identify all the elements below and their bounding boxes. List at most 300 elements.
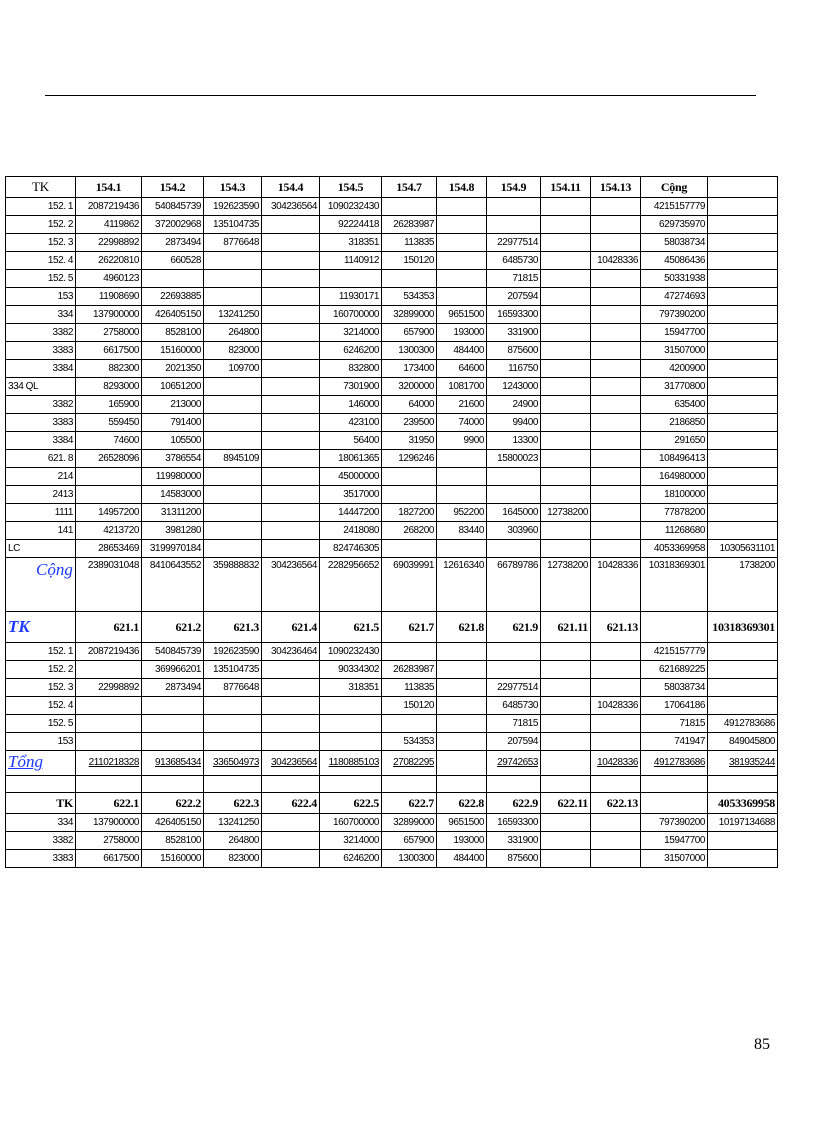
cell [204, 432, 262, 450]
cell: 13300 [487, 432, 541, 450]
cell [708, 679, 778, 697]
cell: 823000 [204, 850, 262, 868]
cell [487, 468, 541, 486]
row-label: 334 [6, 306, 76, 324]
tk-label-text: TK [8, 616, 30, 636]
cell [591, 679, 641, 697]
empty-cell [708, 776, 778, 793]
cell: 32899000 [382, 814, 437, 832]
row-label: 334 QL [6, 378, 76, 396]
cell: 832800 [320, 360, 382, 378]
cell [262, 450, 320, 468]
empty-cell [204, 776, 262, 793]
row-label: 3383 [6, 850, 76, 868]
row-label: 621. 8 [6, 450, 76, 468]
cell: 15160000 [142, 850, 204, 868]
cell [591, 198, 641, 216]
cell: 1180885103 [320, 751, 382, 776]
table-row [6, 378, 778, 396]
row-label: 152. 5 [6, 270, 76, 288]
cell: 4215157779 [641, 198, 708, 216]
cell [708, 432, 778, 450]
cell: 8776648 [204, 234, 262, 252]
row-label: 3383 [6, 342, 76, 360]
cell: 3200000 [382, 378, 437, 396]
cell: 2758000 [76, 832, 142, 850]
cell [708, 832, 778, 850]
cell [591, 234, 641, 252]
cell: 71815 [641, 715, 708, 733]
cell [641, 793, 708, 814]
cell [487, 486, 541, 504]
cell: 622.1 [76, 793, 142, 814]
table-row [6, 715, 778, 733]
cell [591, 432, 641, 450]
cell: 18100000 [641, 486, 708, 504]
cell [437, 733, 487, 751]
empty-cell [320, 776, 382, 793]
cell [382, 486, 437, 504]
cell: 2087219436 [76, 643, 142, 661]
cell [262, 288, 320, 306]
cell: 16593300 [487, 814, 541, 832]
cell: 192623590 [204, 198, 262, 216]
cell: 22693885 [142, 288, 204, 306]
cell: 13241250 [204, 306, 262, 324]
cell: 264800 [204, 832, 262, 850]
cell [541, 414, 591, 432]
cell: 621.3 [204, 612, 262, 643]
cell: 6246200 [320, 342, 382, 360]
cell [541, 198, 591, 216]
cell: 8293000 [76, 378, 142, 396]
cell: 32899000 [382, 306, 437, 324]
cell: 116750 [487, 360, 541, 378]
table-row [6, 324, 778, 342]
cell: 15160000 [142, 342, 204, 360]
cell [262, 342, 320, 360]
cell [382, 715, 437, 733]
table-row [6, 850, 778, 868]
cell [382, 540, 437, 558]
cell [487, 643, 541, 661]
cell: 6485730 [487, 697, 541, 715]
cell: 304236564 [262, 198, 320, 216]
cell [262, 216, 320, 234]
cell: 660528 [142, 252, 204, 270]
cell [708, 522, 778, 540]
cell: 22998892 [76, 679, 142, 697]
cell: 10428336 [591, 558, 641, 612]
cell [262, 540, 320, 558]
cell: 165900 [76, 396, 142, 414]
cell: 45000000 [320, 468, 382, 486]
cell [437, 270, 487, 288]
cell: 657900 [382, 324, 437, 342]
cell: 173400 [382, 360, 437, 378]
cell: 154.5 [320, 177, 382, 198]
cell [708, 360, 778, 378]
table-row [6, 360, 778, 378]
cell [204, 540, 262, 558]
cell: 823000 [204, 342, 262, 360]
cell: 4215157779 [641, 643, 708, 661]
cell: 154.13 [591, 177, 641, 198]
cell: 50331938 [641, 270, 708, 288]
cell [708, 378, 778, 396]
cell: 268200 [382, 522, 437, 540]
cell: 875600 [487, 342, 541, 360]
cell: 621.8 [437, 612, 487, 643]
cell: 45086436 [641, 252, 708, 270]
cell [262, 468, 320, 486]
cell [591, 288, 641, 306]
cell: 336504973 [204, 751, 262, 776]
cell [708, 504, 778, 522]
cell [591, 216, 641, 234]
cell: 1300300 [382, 342, 437, 360]
cell [204, 378, 262, 396]
cell: 622.13 [591, 793, 641, 814]
cell [262, 378, 320, 396]
cell [591, 661, 641, 679]
cell: 239500 [382, 414, 437, 432]
cell: 10318369301 [641, 558, 708, 612]
cell: 741947 [641, 733, 708, 751]
cell: 635400 [641, 396, 708, 414]
cell [320, 733, 382, 751]
cell [262, 850, 320, 868]
cell [204, 522, 262, 540]
cell: 154.2 [142, 177, 204, 198]
blank-row [6, 776, 778, 793]
cell: 150120 [382, 252, 437, 270]
cell: 10428336 [591, 751, 641, 776]
empty-cell [76, 776, 142, 793]
cell [382, 198, 437, 216]
cell: 426405150 [142, 306, 204, 324]
cell [541, 288, 591, 306]
cell [437, 252, 487, 270]
cell: 3981280 [142, 522, 204, 540]
cell: 534353 [382, 288, 437, 306]
cell: 10197134688 [708, 814, 778, 832]
cell [437, 450, 487, 468]
empty-cell [262, 776, 320, 793]
cell [541, 850, 591, 868]
cell: 621.2 [142, 612, 204, 643]
cell: 109700 [204, 360, 262, 378]
cell: 4912783686 [708, 715, 778, 733]
row-label: 3382 [6, 832, 76, 850]
empty-cell [6, 776, 76, 793]
cell: 3214000 [320, 832, 382, 850]
row-label: 334 [6, 814, 76, 832]
row-label: 3384 [6, 432, 76, 450]
cell: 22998892 [76, 234, 142, 252]
cell: 622.2 [142, 793, 204, 814]
cell: 621.5 [320, 612, 382, 643]
cell: 622.8 [437, 793, 487, 814]
cell [541, 733, 591, 751]
cell: 3199970184 [142, 540, 204, 558]
cell: 71815 [487, 715, 541, 733]
cell: 14583000 [142, 486, 204, 504]
cell: 791400 [142, 414, 204, 432]
cell: 99400 [487, 414, 541, 432]
cell: 10305631101 [708, 540, 778, 558]
cell: 193000 [437, 832, 487, 850]
empty-cell [541, 776, 591, 793]
cell: 359888832 [204, 558, 262, 612]
cell: 1081700 [437, 378, 487, 396]
cell [591, 270, 641, 288]
cell: 64600 [437, 360, 487, 378]
cell [591, 414, 641, 432]
cell: 8776648 [204, 679, 262, 697]
cell: 119980000 [142, 468, 204, 486]
row-label: 152. 1 [6, 643, 76, 661]
cell [708, 342, 778, 360]
cell: 875600 [487, 850, 541, 868]
cell [591, 504, 641, 522]
row-label: 152. 2 [6, 216, 76, 234]
cell [591, 324, 641, 342]
cell [541, 432, 591, 450]
cell [708, 643, 778, 661]
page-number: 85 [754, 1036, 770, 1053]
table-row [6, 814, 778, 832]
cell: 207594 [487, 733, 541, 751]
cell: 77878200 [641, 504, 708, 522]
cell [708, 270, 778, 288]
cell: 58038734 [641, 234, 708, 252]
row-label: 141 [6, 522, 76, 540]
cell: 423100 [320, 414, 382, 432]
cell: 137900000 [76, 814, 142, 832]
cell [262, 697, 320, 715]
cell [541, 234, 591, 252]
cell: 29742653 [487, 751, 541, 776]
cell [541, 450, 591, 468]
cell: 540845739 [142, 643, 204, 661]
row-label: 152. 4 [6, 252, 76, 270]
cell: 15947700 [641, 832, 708, 850]
table-row [6, 540, 778, 558]
row-label: 152. 4 [6, 697, 76, 715]
cell: 797390200 [641, 814, 708, 832]
cell: 7301900 [320, 378, 382, 396]
cell: 622.11 [541, 793, 591, 814]
cell [708, 252, 778, 270]
cell: 1645000 [487, 504, 541, 522]
cell: 11930171 [320, 288, 382, 306]
cell: 28653469 [76, 540, 142, 558]
cell [541, 751, 591, 776]
cell [262, 814, 320, 832]
cell [591, 306, 641, 324]
cell: 192623590 [204, 643, 262, 661]
tong-total-row [6, 751, 778, 776]
cell [591, 814, 641, 832]
tong-label-text: Tổng [8, 751, 43, 771]
cell: 74000 [437, 414, 487, 432]
cell: 15947700 [641, 324, 708, 342]
cell: 3214000 [320, 324, 382, 342]
table-row [6, 414, 778, 432]
cell: 2282956652 [320, 558, 382, 612]
cell [487, 661, 541, 679]
cell [76, 486, 142, 504]
cell: 26220810 [76, 252, 142, 270]
cell [541, 661, 591, 679]
cell: 18061365 [320, 450, 382, 468]
cell: 1296246 [382, 450, 437, 468]
cell: 10428336 [591, 252, 641, 270]
cell [487, 216, 541, 234]
row-label: 3383 [6, 414, 76, 432]
cell [437, 715, 487, 733]
cell [591, 850, 641, 868]
cell [262, 324, 320, 342]
cell [262, 270, 320, 288]
cell: 64000 [382, 396, 437, 414]
cell: 913685434 [142, 751, 204, 776]
cell [204, 396, 262, 414]
cell: 2021350 [142, 360, 204, 378]
table-row [6, 306, 778, 324]
row-label: 3382 [6, 324, 76, 342]
table-row [6, 697, 778, 715]
cell: 154.7 [382, 177, 437, 198]
cell [541, 643, 591, 661]
cell [437, 751, 487, 776]
cell: 622.5 [320, 793, 382, 814]
row-label: 214 [6, 468, 76, 486]
cell [541, 697, 591, 715]
cell [487, 540, 541, 558]
cell [591, 733, 641, 751]
cell [708, 486, 778, 504]
cell: 135104735 [204, 661, 262, 679]
cell: 47274693 [641, 288, 708, 306]
table-row [6, 522, 778, 540]
ledger-body [6, 177, 778, 868]
cell [591, 342, 641, 360]
cell: 10428336 [591, 697, 641, 715]
cell [708, 324, 778, 342]
cell: 882300 [76, 360, 142, 378]
row-label: 153 [6, 288, 76, 306]
cell [708, 216, 778, 234]
cell: 69039991 [382, 558, 437, 612]
cell: 108496413 [641, 450, 708, 468]
cell: 2186850 [641, 414, 708, 432]
cell: 58038734 [641, 679, 708, 697]
cell: 21600 [437, 396, 487, 414]
cell [591, 378, 641, 396]
table-row [6, 504, 778, 522]
cell [142, 697, 204, 715]
cell: 164980000 [641, 468, 708, 486]
empty-cell [142, 776, 204, 793]
cell [320, 697, 382, 715]
cell [204, 468, 262, 486]
cell: 113835 [382, 234, 437, 252]
cell: 12738200 [541, 558, 591, 612]
cell [541, 522, 591, 540]
empty-cell [382, 776, 437, 793]
cell: 1738200 [708, 558, 778, 612]
cell: 83440 [437, 522, 487, 540]
cell [204, 504, 262, 522]
cell [262, 360, 320, 378]
empty-cell [641, 776, 708, 793]
row-label: 3384 [6, 360, 76, 378]
cell: 304236564 [262, 558, 320, 612]
cell: 484400 [437, 342, 487, 360]
cell: 10651200 [142, 378, 204, 396]
cell: 66789786 [487, 558, 541, 612]
row-label: TK [6, 177, 76, 198]
cell: 90334302 [320, 661, 382, 679]
cell [142, 270, 204, 288]
cell: 31950 [382, 432, 437, 450]
cell [76, 733, 142, 751]
cell: 12738200 [541, 504, 591, 522]
row-label: 3382 [6, 396, 76, 414]
cell: 26283987 [382, 216, 437, 234]
cell [320, 715, 382, 733]
table1-header-row [6, 177, 778, 198]
row-label: 152. 1 [6, 198, 76, 216]
cell: 1090232430 [320, 198, 382, 216]
cell [262, 252, 320, 270]
cell [382, 270, 437, 288]
cell: 621.1 [76, 612, 142, 643]
cell: 2110218328 [76, 751, 142, 776]
cell: 154.11 [541, 177, 591, 198]
table-row [6, 216, 778, 234]
cell [204, 733, 262, 751]
cell [262, 504, 320, 522]
cell [708, 850, 778, 868]
cell: 207594 [487, 288, 541, 306]
cell [437, 679, 487, 697]
table-row [6, 252, 778, 270]
cell: 71815 [487, 270, 541, 288]
cell [262, 306, 320, 324]
cell: 11908690 [76, 288, 142, 306]
cell: 304236464 [262, 643, 320, 661]
cell [708, 450, 778, 468]
cell: 160700000 [320, 306, 382, 324]
cell: 622.3 [204, 793, 262, 814]
cell [541, 378, 591, 396]
cell [437, 468, 487, 486]
cell: 4200900 [641, 360, 708, 378]
cell [708, 288, 778, 306]
cell [262, 661, 320, 679]
cell: 135104735 [204, 216, 262, 234]
cell: 9900 [437, 432, 487, 450]
cell: 3517000 [320, 486, 382, 504]
cell [382, 643, 437, 661]
cell [262, 679, 320, 697]
row-label: TK [6, 793, 76, 814]
cell [437, 697, 487, 715]
cell [641, 612, 708, 643]
